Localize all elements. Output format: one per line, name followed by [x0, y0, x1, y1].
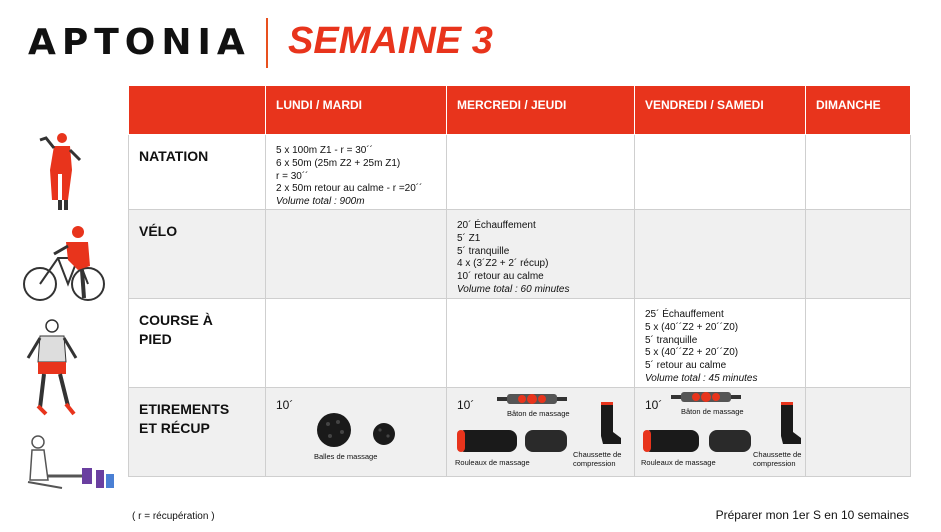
table-row-natation — [129, 135, 911, 210]
recup-caption: Rouleaux de massage — [641, 457, 716, 467]
brand-logo: APTONIA — [28, 22, 251, 63]
stretching-icon — [18, 430, 118, 500]
row-label-line: PIED — [139, 330, 172, 347]
recup-caption: Bâton de massage — [681, 406, 744, 416]
workout-line: 5´ retour au calme — [645, 360, 727, 372]
row-label-line: COURSE À — [139, 311, 213, 328]
recup-duration: 10´ — [645, 397, 663, 412]
column-header: DIMANCHE — [806, 86, 911, 135]
workout-line: 5 x (40´´Z2 + 20´´Z0) — [645, 347, 739, 359]
workout-course — [635, 299, 805, 386]
row-label-velo: VÉLO — [139, 222, 178, 239]
row-label-line: ET RÉCUP — [139, 419, 210, 436]
workout-line: 5 x (40´´Z2 + 20´´Z0) — [645, 321, 739, 333]
foam-roller-icon — [455, 426, 569, 456]
massage-balls-icon — [314, 410, 414, 450]
recup-caption: Balles de massage — [314, 451, 378, 461]
recup-caption: Chaussette de — [753, 449, 802, 459]
runner-icon — [18, 318, 88, 420]
row-label-course — [129, 299, 265, 349]
footer-title: Préparer mon 1er S en 10 semaines — [715, 508, 909, 522]
swimmer-icon — [18, 130, 88, 212]
workout-total: Volume total : 45 minutes — [645, 372, 758, 384]
workout-line: 5 x 100m Z1 - r = 30´´ — [276, 145, 373, 156]
header-corner — [129, 86, 266, 135]
table-row-velo — [129, 209, 911, 298]
table-header-row — [129, 86, 911, 135]
title-divider — [266, 18, 268, 68]
training-plan-table — [128, 85, 911, 477]
massage-stick-icon — [671, 390, 741, 404]
workout-line: 5´ tranquille — [457, 245, 510, 257]
column-header: LUNDI / MARDI — [266, 86, 447, 135]
recup-materiel-2 — [635, 388, 805, 476]
cyclist-icon — [18, 222, 108, 308]
workout-line: 20´ Échauffement — [457, 219, 536, 231]
recup-materiel-1 — [447, 388, 634, 476]
row-label-natation: NATATION — [139, 148, 209, 164]
workout-line: 4 x (3´Z2 + 2´ récup) — [457, 258, 549, 270]
recup-caption: compression — [573, 458, 616, 468]
workout-line: 25´ Échauffement — [645, 308, 724, 320]
column-header: VENDREDI / SAMEDI — [635, 86, 806, 135]
recup-balles — [266, 388, 446, 476]
massage-stick-icon — [497, 392, 567, 406]
workout-line: r = 30´´ — [276, 170, 309, 182]
workout-total: Volume total : 900m — [276, 196, 365, 208]
workout-line: 6 x 50m (25m Z2 + 25m Z1) — [276, 157, 401, 169]
compression-sock-icon — [773, 402, 803, 446]
row-label-line: ETIREMENTS — [139, 400, 230, 417]
footnote: ( r = récupération ) — [132, 511, 215, 522]
workout-line: 5´ tranquille — [645, 334, 698, 346]
compression-sock-icon — [593, 402, 623, 446]
foam-roller-icon — [641, 426, 753, 456]
recup-caption: compression — [753, 458, 796, 468]
recup-caption: Bâton de massage — [507, 408, 570, 418]
workout-velo — [447, 210, 634, 297]
workout-natation — [266, 135, 446, 209]
recup-duration: 10´ — [276, 397, 294, 412]
recup-duration: 10´ — [457, 397, 475, 412]
row-label-etirements — [129, 388, 265, 438]
workout-line: 2 x 50m retour au calme - r =20´´ — [276, 183, 423, 195]
workout-total: Volume total : 60 minutes — [457, 283, 570, 295]
week-title: SEMAINE 3 — [288, 20, 493, 62]
workout-line: 10´ retour au calme — [457, 271, 544, 283]
table-row-course — [129, 298, 911, 387]
workout-line: 5´ Z1 — [457, 232, 481, 244]
table-row-etirements — [129, 387, 911, 476]
recup-caption: Rouleaux de massage — [455, 457, 530, 467]
recup-caption: Chaussette de — [573, 449, 622, 459]
column-header: MERCREDI / JEUDI — [447, 86, 635, 135]
